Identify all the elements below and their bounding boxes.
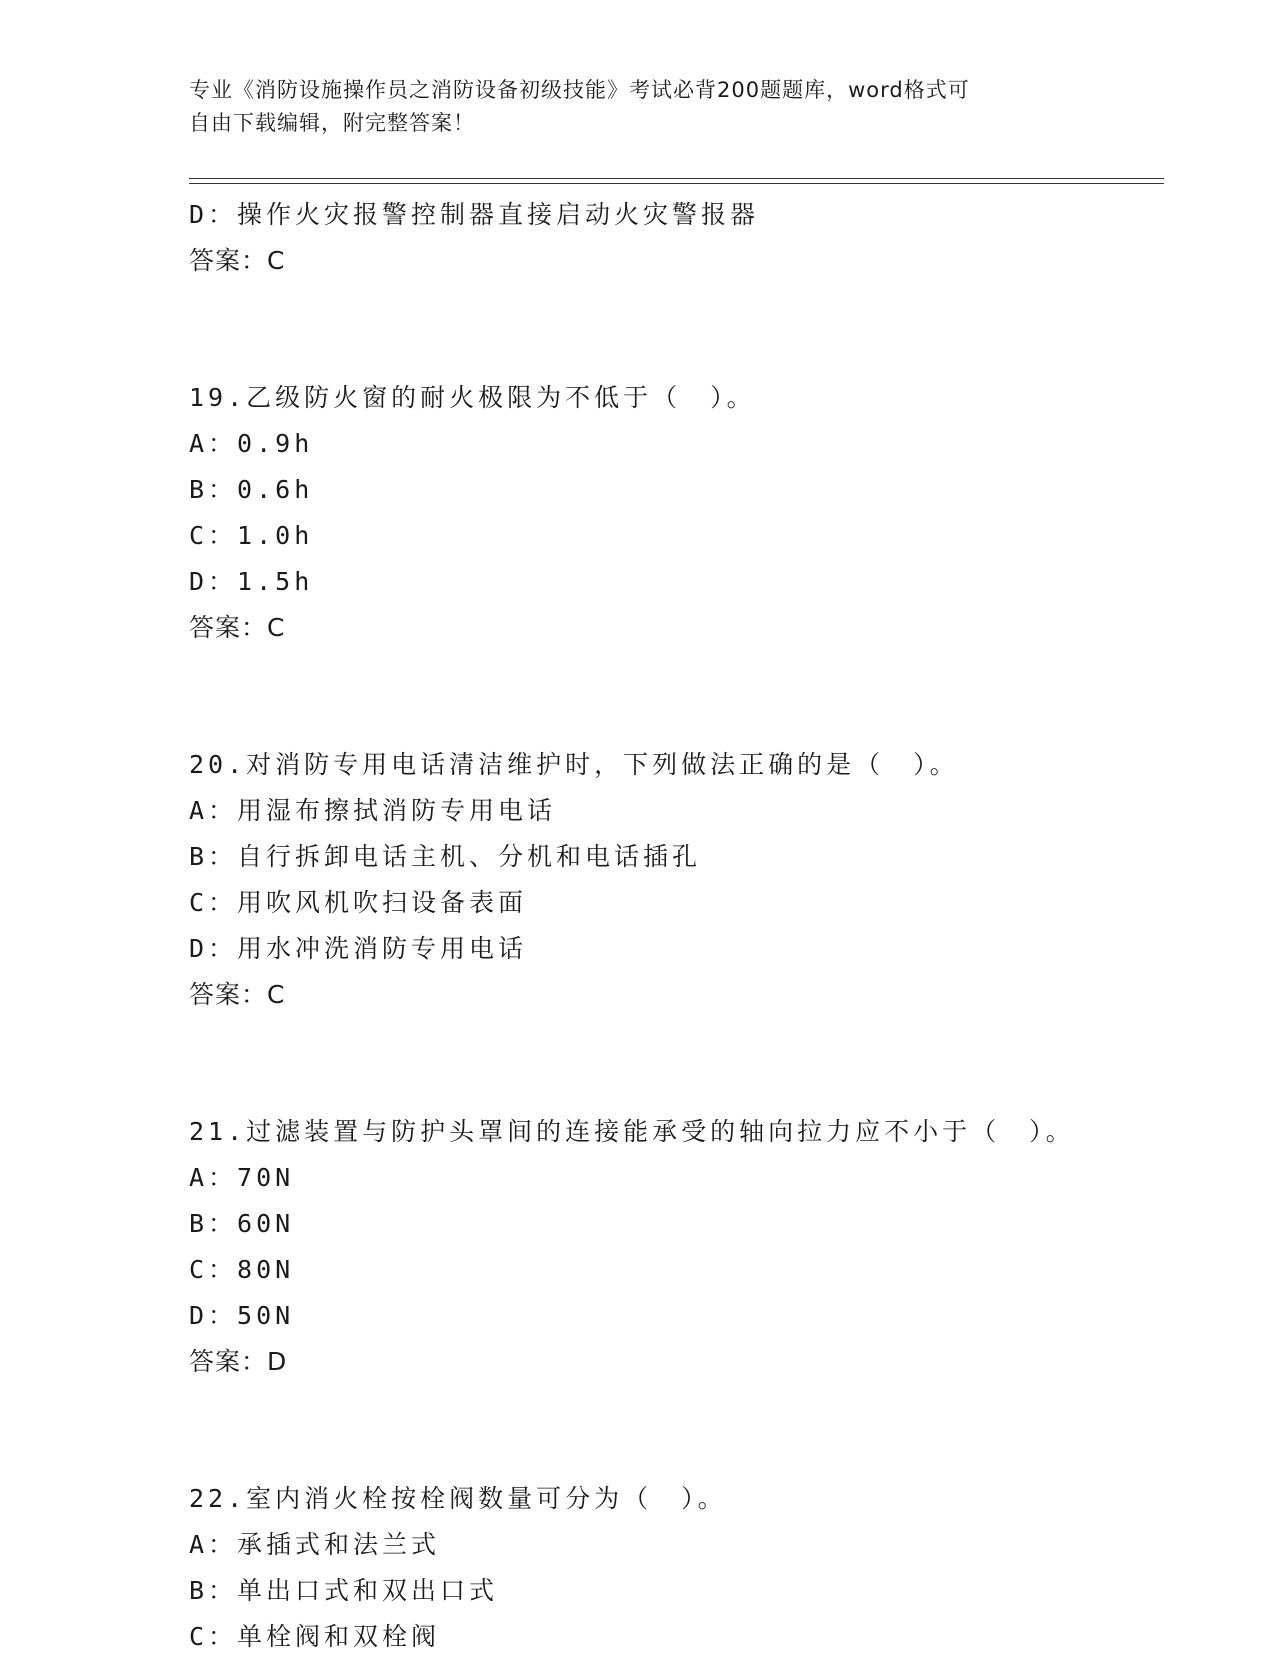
question-content bbox=[189, 192, 1169, 1660]
header-line-2: 自由下载编辑，附完整答案！ bbox=[189, 111, 475, 135]
question-21 bbox=[189, 1109, 1169, 1385]
answer: 答案：C bbox=[189, 613, 286, 642]
spacer bbox=[189, 1018, 1169, 1109]
option-a: A：承插式和法兰式 bbox=[189, 1530, 441, 1559]
header-divider-top bbox=[189, 178, 1164, 179]
header-line-1: 专业《消防设施操作员之消防设备初级技能》考试必背200题题库，word格式可 bbox=[189, 78, 970, 102]
option-b: B：0.6h bbox=[189, 475, 314, 504]
question-stem: 20.对消防专用电话清洁维护时，下列做法正确的是（ ）。 bbox=[189, 750, 959, 779]
option-a: A：70N bbox=[189, 1163, 295, 1192]
option-b: B：自行拆卸电话主机、分机和电话插孔 bbox=[189, 842, 702, 871]
question-20 bbox=[189, 742, 1169, 1018]
spacer bbox=[189, 651, 1169, 742]
option-b: B：单出口式和双出口式 bbox=[189, 1576, 499, 1605]
option-d: D：用水冲洗消防专用电话 bbox=[189, 934, 528, 963]
option-d: D：操作火灾报警控制器直接启动火灾警报器 bbox=[189, 200, 760, 229]
question-22 bbox=[189, 1476, 1169, 1660]
option-c: C：单栓阀和双栓阀 bbox=[189, 1622, 441, 1651]
option-d: D：1.5h bbox=[189, 567, 314, 596]
option-c: C：用吹风机吹扫设备表面 bbox=[189, 888, 528, 917]
spacer bbox=[189, 284, 1169, 375]
answer: 答案：C bbox=[189, 246, 286, 275]
document-header bbox=[189, 74, 1069, 140]
question-stem: 22.室内消火栓按栓阀数量可分为（ ）。 bbox=[189, 1484, 727, 1513]
question-stem: 21.过滤装置与防护头罩间的连接能承受的轴向拉力应不小于（ ）。 bbox=[189, 1117, 1075, 1146]
question-19 bbox=[189, 375, 1169, 651]
option-b: B：60N bbox=[189, 1209, 295, 1238]
spacer bbox=[189, 1385, 1169, 1476]
option-a: A：用湿布擦拭消防专用电话 bbox=[189, 796, 557, 825]
option-c: C：1.0h bbox=[189, 521, 314, 550]
question-stem: 19.乙级防火窗的耐火极限为不低于（ ）。 bbox=[189, 383, 756, 412]
option-d: D：50N bbox=[189, 1301, 295, 1330]
header-divider-bottom bbox=[189, 183, 1164, 184]
answer: 答案：D bbox=[189, 1347, 288, 1376]
option-c: C：80N bbox=[189, 1255, 295, 1284]
option-a: A：0.9h bbox=[189, 429, 314, 458]
answer: 答案：C bbox=[189, 980, 286, 1009]
